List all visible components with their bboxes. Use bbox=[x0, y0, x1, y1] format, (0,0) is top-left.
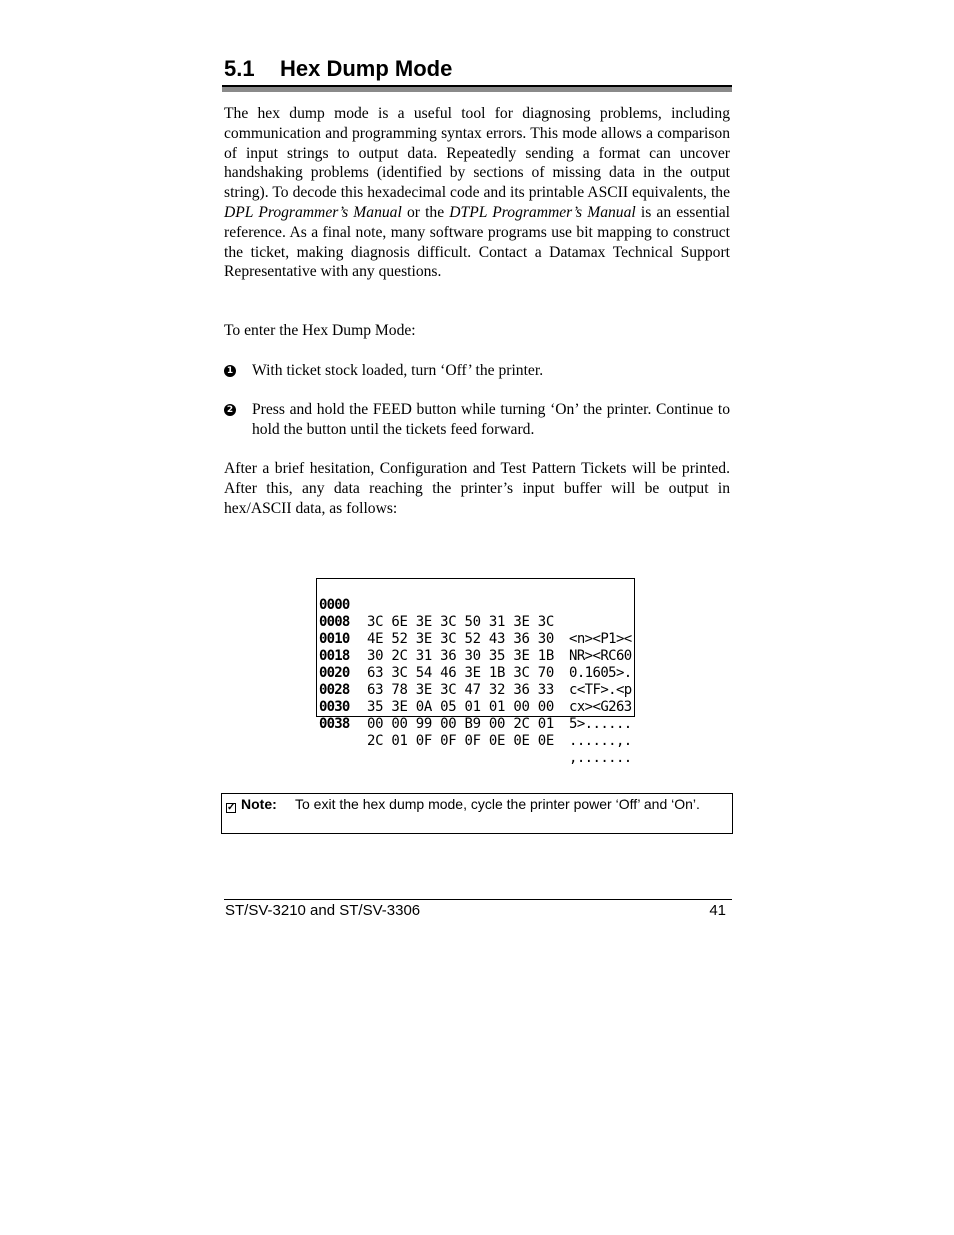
step-bullet-icon: 1 bbox=[224, 365, 236, 377]
hex-bytes: 4E 52 3E 3C 52 43 36 30 bbox=[367, 631, 554, 647]
hex-ascii: ,....... bbox=[569, 750, 632, 766]
hex-ascii: 0.1605>. bbox=[569, 665, 632, 681]
hex-bytes: 63 3C 54 46 3E 1B 3C 70 bbox=[367, 665, 554, 681]
enter-prompt: To enter the Hex Dump Mode: bbox=[224, 322, 416, 339]
section-title: Hex Dump Mode bbox=[280, 56, 453, 81]
hex-ascii: ......,. bbox=[569, 733, 632, 749]
hex-address: 0008 bbox=[319, 614, 350, 630]
hex-bytes: 2C 01 0F 0F 0F 0E 0E 0E bbox=[367, 733, 554, 749]
step-2-text: Press and hold the FEED button while turning ‘On’ the printer. Continue to hold the button until the tickets feed forward. bbox=[252, 401, 730, 438]
hex-address: 0000 bbox=[319, 597, 350, 613]
intro-part-2: or the bbox=[401, 203, 450, 221]
hex-bytes: 63 78 3E 3C 47 32 36 33 bbox=[367, 682, 554, 698]
note-text: To exit the hex dump mode, cycle the printer power ‘Off’ and ‘On’. bbox=[295, 796, 700, 812]
hex-bytes: 3C 6E 3E 3C 50 31 3E 3C bbox=[367, 614, 554, 630]
dtpl-manual-title: DTPL Programmer’s Manual bbox=[449, 203, 636, 221]
intro-part-1: The hex dump mode is a useful tool for diagnosing problems, including communication and programming syntax errors. This mode allows a comparison of input strings to output data. Repeatedly sending a format can uncover handshaking problems (identified by sections of missing data in the output string). To decode this hexadecimal code and its printable ASCII equivalents, the bbox=[224, 105, 730, 202]
hex-address: 0030 bbox=[319, 699, 350, 715]
hex-bytes: 00 00 99 00 B9 00 2C 01 bbox=[367, 716, 554, 732]
note-box bbox=[221, 793, 733, 834]
hex-ascii: 5>...... bbox=[569, 716, 632, 732]
heading-rule bbox=[222, 85, 732, 92]
step-1 bbox=[224, 361, 730, 381]
footer-model: ST/SV-3210 and ST/SV-3306 bbox=[225, 902, 421, 919]
hex-ascii: <n><P1>< bbox=[569, 631, 632, 647]
hex-address: 0010 bbox=[319, 631, 350, 647]
hex-bytes: 35 3E 0A 05 01 01 00 00 bbox=[367, 699, 554, 715]
footer-rule bbox=[224, 899, 732, 900]
step-2 bbox=[224, 400, 730, 440]
hex-bytes: 30 2C 31 36 30 35 3E 1B bbox=[367, 648, 554, 664]
hex-address: 0020 bbox=[319, 665, 350, 681]
hex-address: 0038 bbox=[319, 716, 350, 732]
intro-paragraph bbox=[224, 104, 730, 282]
checkbox-checked-icon: ✓ bbox=[227, 802, 236, 813]
page-number: 41 bbox=[709, 902, 726, 919]
section-heading bbox=[224, 55, 732, 83]
dpl-manual-title: DPL Programmer’s Manual bbox=[224, 203, 402, 221]
step-1-text: With ticket stock loaded, turn ‘Off’ the printer. bbox=[252, 362, 544, 379]
step-bullet-icon: 2 bbox=[224, 404, 236, 416]
hex-ascii: NR><RC60 bbox=[569, 648, 632, 664]
section-number: 5.1 bbox=[224, 56, 255, 81]
hex-ascii: cx><G263 bbox=[569, 699, 632, 715]
note-label bbox=[226, 795, 277, 813]
hex-ascii: c<TF>.<p bbox=[569, 682, 632, 698]
hex-dump-output bbox=[316, 578, 635, 766]
intro-part-3: is an essential reference. As a final note, many software programs use bit mapping to construct the ticket, making diagnosis difficult. Contact a Datamax Technical Support Representative with any questions. bbox=[224, 203, 730, 281]
hex-address: 0018 bbox=[319, 648, 350, 664]
hex-address: 0028 bbox=[319, 682, 350, 698]
note-label-text: Note: bbox=[241, 796, 277, 812]
after-paragraph: After a brief hesitation, Configuration and Test Pattern Tickets will be printed. After this, any data reaching the printer’s input buffer will be output in hex/ASCII data, as follows: bbox=[224, 460, 730, 517]
